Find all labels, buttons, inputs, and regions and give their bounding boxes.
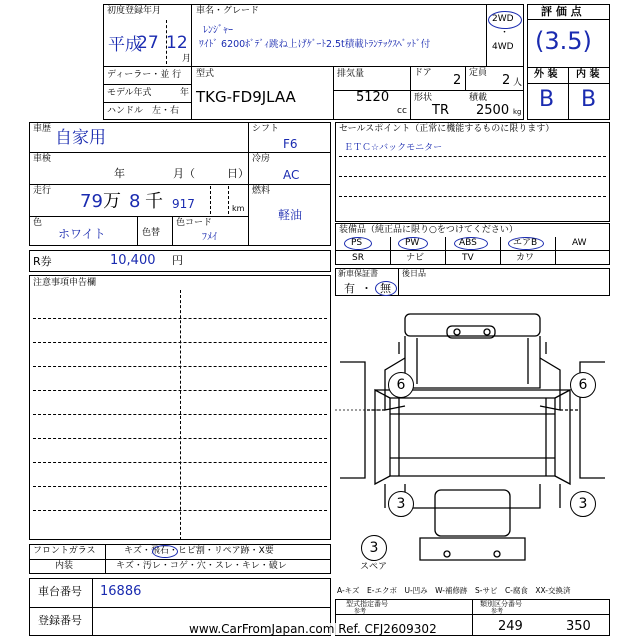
tire-spare: 3 <box>361 535 387 561</box>
exterior-grade: B <box>539 87 555 112</box>
warranty-no: 無 <box>380 282 391 295</box>
first-reg-era: 平成 <box>108 35 142 55</box>
color-change-label: 色替 <box>142 228 161 238</box>
tire-rear-right: 3 <box>570 491 596 517</box>
watermark: www.CarFromJapan.com Ref. CFJ2609302 <box>189 622 437 636</box>
sales-point-label: セールスポイント（正常に機能するものに限ります） <box>339 124 555 134</box>
warranty-yes: 有 <box>344 282 355 295</box>
shape-label: 形状 <box>414 93 433 103</box>
equip-airbag: エアB <box>513 238 538 248</box>
inspection-month-unit: 月（ <box>173 167 195 180</box>
fuel-value: 軽油 <box>278 208 303 222</box>
color-code-label: 色コード <box>176 218 213 228</box>
capacity-label: 定員 <box>469 68 488 78</box>
capacity-unit: 人 <box>513 78 523 88</box>
equip-navi: ナビ <box>406 253 425 263</box>
first-reg-year: 27 <box>137 33 159 53</box>
color-label: 色 <box>33 218 43 228</box>
interior-grade: B <box>581 87 597 112</box>
interior-check-label: 内装 <box>55 561 74 571</box>
shift-value: F6 <box>283 137 298 151</box>
type-value: TKG-FD9JLAA <box>196 88 296 106</box>
color-code-value: ﾌﾒｲ <box>202 232 217 243</box>
equip-leather: カワ <box>516 253 535 263</box>
spare-label: スペア <box>360 562 388 572</box>
sales-point-box <box>335 122 610 222</box>
model-year-label: モデル年式 <box>107 88 152 98</box>
shift-label: シフト <box>252 124 280 134</box>
tire-front-right: 6 <box>570 372 596 398</box>
recycle-unit: 円 <box>172 254 183 267</box>
displacement-value: 5120 <box>356 90 390 105</box>
interior-options: キズ・汚レ・コゲ・穴・スレ・キレ・破レ <box>116 561 287 571</box>
shape-value: TR <box>432 103 449 118</box>
warranty-label: 新車保証書 <box>338 269 378 278</box>
mileage-man: 79 <box>80 191 103 212</box>
chassis-label: 車台番号 <box>38 585 82 598</box>
load-label: 積載 <box>469 93 488 103</box>
sales-point-line1: ＥＴＣ☆バックモニター <box>344 143 443 153</box>
equip-aw: AW <box>572 238 587 248</box>
displacement-unit: cc <box>397 106 407 116</box>
drive-dot: ・ <box>500 28 510 38</box>
door-label: ドア <box>414 68 432 78</box>
mileage-man-unit: 万 <box>103 191 121 212</box>
windshield-label: フロントガラス <box>33 546 96 556</box>
grade-score: (3.5) <box>535 27 592 55</box>
type-spec-label: 型式指定番号 <box>346 600 388 608</box>
interior-label: 内 装 <box>576 69 600 80</box>
recycle-label: R券 <box>33 255 52 268</box>
equip-tv: TV <box>462 253 474 263</box>
ac-value: AC <box>283 168 300 182</box>
load-value: 2500 <box>476 103 510 118</box>
inspection-day-unit: 日） <box>227 167 249 180</box>
equip-ps: PS <box>351 238 363 248</box>
equipment-label: 装備品（純正品に限り○をつけてください） <box>339 225 518 235</box>
mileage-label: 走行 <box>33 186 52 196</box>
mileage-rest: 917 <box>172 197 195 211</box>
history-label: 車歴 <box>33 124 52 134</box>
first-reg-month-unit: 月 <box>182 54 192 64</box>
class-label: 類別区分番号 <box>480 600 522 608</box>
reg-label: 登録番号 <box>38 614 82 627</box>
grade-label: 評 価 点 <box>541 5 582 18</box>
class-ref: 参考 <box>491 608 504 615</box>
displacement-label: 排気量 <box>337 69 365 79</box>
windshield-options: キズ・飛石・ヒビ割・リペア跡・X要 <box>124 546 274 556</box>
equip-pw: PW <box>405 238 420 248</box>
handle-label: ハンドル 左・右 <box>107 106 180 116</box>
equip-abs: ABS <box>459 238 477 248</box>
rear-item-label: 後日品 <box>402 269 426 278</box>
class-value: 350 <box>566 619 591 634</box>
first-reg-label: 初度登録年月 <box>107 6 162 16</box>
first-reg-month: 12 <box>166 33 188 53</box>
drive-4wd: 4WD <box>492 42 514 52</box>
capacity-value: 2 <box>502 73 511 88</box>
fuel-label: 燃料 <box>252 186 271 196</box>
ac-label: 冷房 <box>252 154 271 164</box>
color-value: ホワイト <box>58 227 106 241</box>
car-name: ﾚﾝｼﾞｬｰ <box>203 25 233 36</box>
model-year-unit: 年 <box>180 88 190 98</box>
type-spec-value: 249 <box>498 619 523 634</box>
mileage-sen: 8 <box>129 191 141 212</box>
recycle-value: 10,400 <box>110 253 156 268</box>
warranty-dot: ・ <box>361 282 372 295</box>
mileage-sen-unit: 千 <box>145 191 163 212</box>
load-unit: kg <box>513 108 522 116</box>
tire-front-left: 6 <box>388 372 414 398</box>
door-value: 2 <box>453 73 462 88</box>
car-grade: ﾜｲﾄﾞ 6200ﾎﾞﾃﾞｨ跳ね上げｹﾞｰﾄ2.5t積載ﾄﾗﾝﾃｯｸｽﾍﾞｯﾄﾞ付 <box>199 39 431 50</box>
chassis-value: 16886 <box>100 584 142 599</box>
flying-stone-circle <box>152 545 178 558</box>
notes-label: 注意事項申告欄 <box>33 278 97 288</box>
type-label: 型式 <box>196 69 215 79</box>
exterior-label: 外 装 <box>534 69 558 80</box>
dealer-label: ディーラー・並 行 <box>107 70 182 80</box>
equip-sr: SR <box>352 253 364 263</box>
damage-legend: A-キズ E-エクボ U-凹み W-補修跡 S-サビ C-腐食 XX-交換済 <box>337 586 571 595</box>
type-spec-ref: 参考 <box>354 608 367 615</box>
drive-2wd: 2WD <box>492 14 514 24</box>
inspection-year-unit: 年 <box>114 167 125 180</box>
tire-rear-left: 3 <box>388 491 414 517</box>
mileage-unit: km <box>232 204 245 213</box>
inspection-label: 車検 <box>33 154 52 164</box>
history-value: 自家用 <box>55 128 106 148</box>
name-grade-label: 車名・グレード <box>196 6 260 16</box>
